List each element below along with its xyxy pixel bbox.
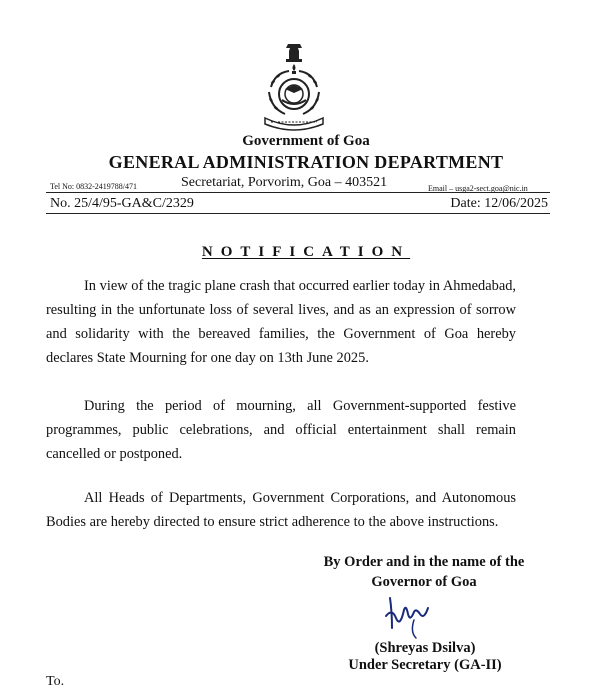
email-address: Email – usga2-sect.goa@nic.in xyxy=(428,184,528,193)
government-name: Government of Goa xyxy=(242,133,370,149)
department-name: GENERAL ADMINISTRATION DEPARTMENT xyxy=(108,152,504,172)
notification-heading xyxy=(0,244,612,261)
notification-paragraph-3: All Heads of Departments, Government Corporations, and Autonomous Bodies are hereby directed to ensure strict adherence to the above instructions. xyxy=(46,490,516,530)
order-line-2: Governor of Goa xyxy=(371,574,477,590)
notification-paragraph-2: During the period of mourning, all Government-supported festive programmes, public celebrations, and official entertainment shall remain cancelled or postponed. xyxy=(46,398,516,462)
header-divider-bottom xyxy=(46,213,550,214)
state-emblem-icon xyxy=(261,42,327,134)
telephone-number: Tel No: 0832-2419788/471 xyxy=(50,182,137,191)
header-divider-top xyxy=(46,192,550,193)
notification-paragraph-1: In view of the tragic plane crash that occurred earlier today in Ahmedabad, resulting in the unfortunate loss of several lives, and as an expression of sorrow and solidarity with the bereaved families, the Government of Goa hereby declares State Mourning for one day on 13th June 2025. xyxy=(46,278,516,366)
signatory-title: Under Secretary (GA-II) xyxy=(348,657,502,673)
recipient-label: To. xyxy=(46,674,65,689)
handwritten-signature xyxy=(384,592,432,642)
signatory-name: (Shreyas Dsilva) xyxy=(374,640,476,656)
issue-date: Date: 12/06/2025 xyxy=(450,196,548,211)
address: Secretariat, Porvorim, Goa – 403521 xyxy=(181,175,388,190)
notification-heading-text: NOTIFICATION xyxy=(201,244,411,260)
reference-number: No. 25/4/95-GA&C/2329 xyxy=(50,196,194,211)
order-line-1: By Order and in the name of the xyxy=(323,554,525,570)
